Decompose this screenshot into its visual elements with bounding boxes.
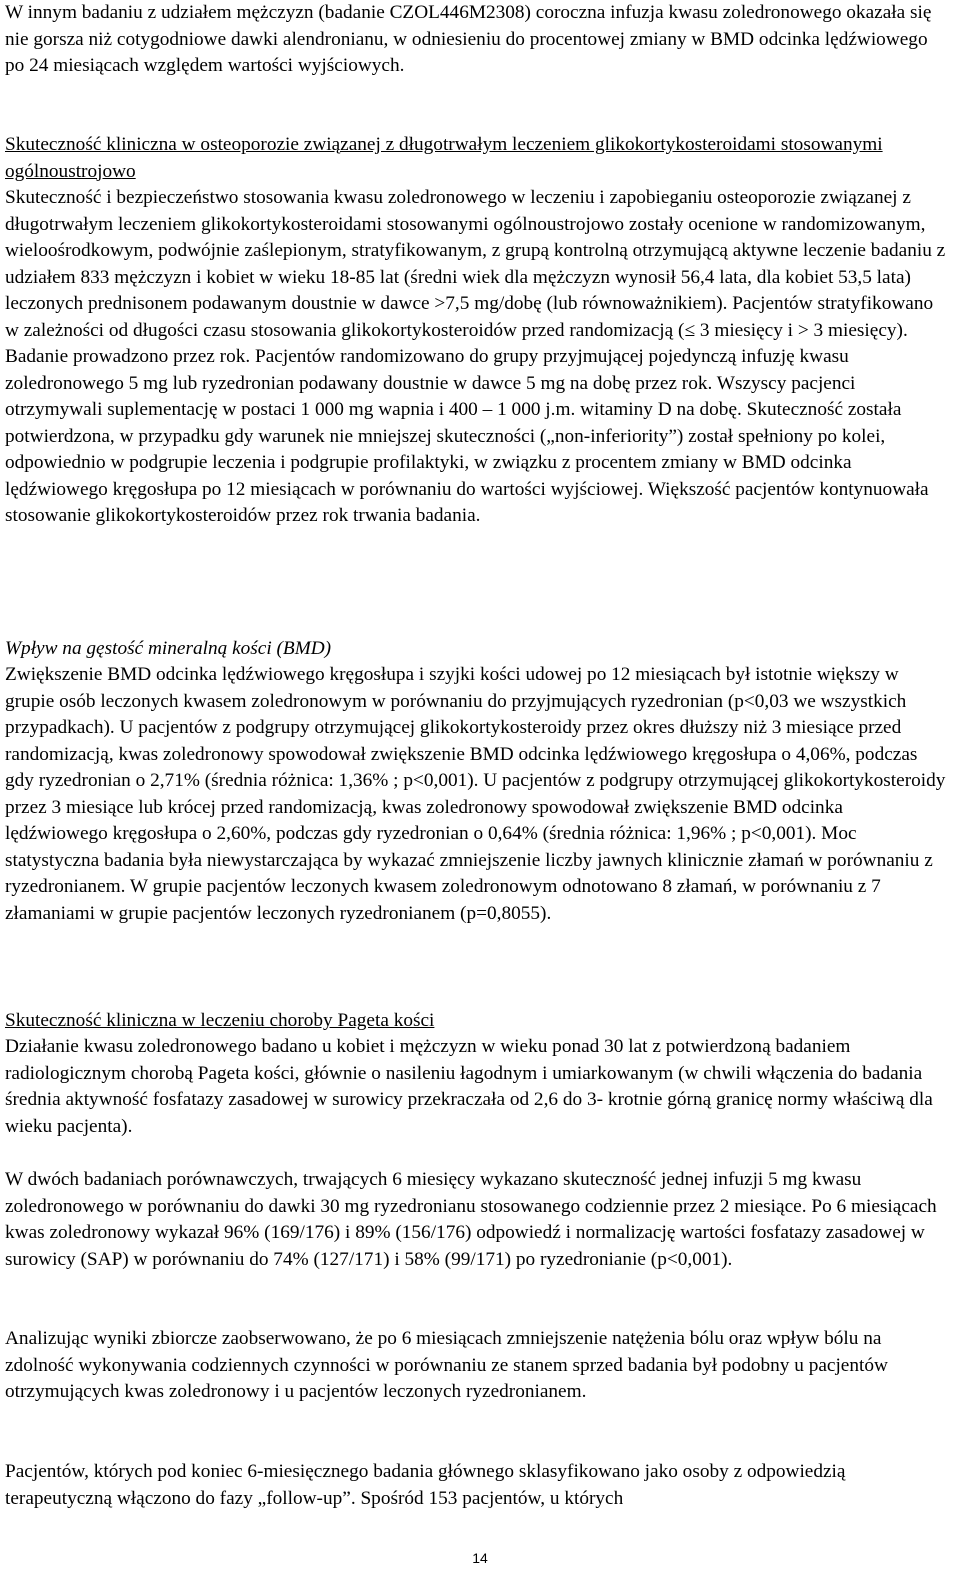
paget-section-heading: Skuteczność kliniczna w leczeniu choroby Pageta kości [5, 1010, 435, 1031]
follow-up-paragraph: Pacjentów, których pod koniec 6-miesięcznego badania głównego sklasyfikowano jako osoby z odpowiedzią terapeutyczną włączono do fazy „follow-up”. Spośród 153 pacjentów, u których [5, 1461, 846, 1509]
bmd-section-heading: Wpływ na gęstość mineralną kości (BMD) [5, 638, 332, 659]
intro-paragraph: W innym badaniu z udziałem mężczyzn (badanie CZOL446M2308) coroczna infuzja kwasu zoledronowego okazała się nie gorsza niż cotygodniowe dawki alendronianu, w odniesieniu do procentowej zmiany w BMD odcinka lędźwiowego po 24 miesiącach względem wartości wyjściowych. [5, 2, 932, 76]
bmd-section-body: Zwiększenie BMD odcinka lędźwiowego kręgosłupa i szyjki kości udowej po 12 miesiącach był istotnie większy w grupie osób leczonych kwasem zoledronowym w porównaniu do przyjmujących ryzedronian (p<0,03 we wszystkich przypadkach). U pacjentów z podgrupy otrzymującej glikokortykosteroidy przez okres dłuższy niż 3 miesiące przed randomizacją, kwas zoledronowy spowodował zwiększenie BMD odcinka lędźwiowego kręgosłupa o 4,06%, podczas gdy ryzedronian o 2,71% (średnia różnica: 1,36% ; p<0,001). U pacjentów z podgrupy otrzymującej glikokortykosteroidy przez 3 miesiące lub krócej przed randomizacją, kwas zoledronowy spowodował zwiększenie BMD odcinka lędźwiowego kręgosłupa o 2,60%, podczas gdy ryzedronian o 0,64% (średnia różnica: 1,96% ; p<0,001). Moc statystyczna badania była niewystarczająca by wykazać zmniejszenie liczby jawnych klinicznie złamań w porównaniu z ryzedronianem. W grupie pacjentów leczonych kwasem zoledronowym odnotowano 8 złamań, w porównaniu z 7 złamaniami w grupie pacjentów leczonych ryzedronianem (p=0,8055). [5, 664, 946, 924]
paget-section-body: Działanie kwasu zoledronowego badano u kobiet i mężczyzn w wieku ponad 30 lat z potwierdzoną badaniem radiologicznym chorobą Pageta kości, głównie o nasileniu łagodnym i umiarkowanym (w chwili włączenia do badania średnia aktywność fosfatazy zasadowej w surowicy przekraczała od 2,6 do 3- krotnie górną granicę normy właściwą dla wieku pacjenta). [5, 1036, 933, 1137]
gio-section-body: Skuteczność i bezpieczeństwo stosowania kwasu zoledronowego w leczeniu i zapobieganiu osteoporozie związanej z długotrwałym leczeniem glikokortykosteroidami stosowanymi ogólnoustrojowo zostały ocenione w randomizowanym, wieloośrodkowym, podwójnie zaślepionym, stratyfikowanym, z grupą kontrolną otrzymującą aktywne leczenie badaniu z udziałem 833 mężczyzn i kobiet w wieku 18-85 lat (średni wiek dla mężczyzn wynosił 56,4 lata, dla kobiet 53,5 lata) leczonych prednisonem podawanym doustnie w dawce >7,5 mg/dobę (lub równoważnikiem). Pacjentów stratyfikowano w zależności od długości czasu stosowania glikokortykosteroidów przed randomizacją (≤ 3 miesięcy i > 3 miesięcy). Badanie prowadzono przez rok. Pacjentów randomizowano do grupy przyjmującej pojedynczą infuzję kwasu zoledronowego 5 mg lub ryzedronian podawany doustnie w dawce 5 mg na dobę przez rok. Wszyscy pacjenci otrzymywali suplementację w postaci 1 000 mg wapnia i 400 – 1 000 j.m. witaminy D na dobę. Skuteczność została potwierdzona, w przypadku gdy warunek nie mniejszej skuteczności („non-inferiority”) został spełniony po kolei, odpowiednio w podgrupie leczenia i podgrupie profilaktyki, w związku z procentem zmiany w BMD odcinka lędźwiowego kręgosłupa po 12 miesiącach w porównaniu do wartości wyjściowej. Większość pacjentów kontynuowała stosowanie glikokortykosteroidów przez rok trwania badania. [5, 187, 946, 526]
comparative-studies-paragraph: W dwóch badaniach porównawczych, trwających 6 miesięcy wykazano skuteczność jednej infuzji 5 mg kwasu zoledronowego w porównaniu do dawki 30 mg ryzedronianu stosowanego codziennie przez 2 miesiące. Po 6 miesiącach kwas zoledronowy wykazał 96% (169/176) i 89% (156/176) odpowiedź i normalizację wartości fosfatazy zasadowej w surowicy (SAP) w porównaniu do 74% (127/171) i 58% (99/171) po ryzedronianie (p<0,001). [5, 1169, 937, 1270]
gio-section-heading: Skuteczność kliniczna w osteoporozie związanej z długotrwałym leczeniem glikokortykosteroidami stosowanymi ogólnoustrojowo [5, 134, 883, 182]
pain-results-paragraph: Analizując wyniki zbiorcze zaobserwowano, że po 6 miesiącach zmniejszenie natężenia bólu oraz wpływ bólu na zdolność wykonywania codziennych czynności w porównaniu ze stanem sprzed badania był podobny u pacjentów otrzymujących kwas zoledronowy i u pacjentów leczonych ryzedronianem. [5, 1328, 888, 1402]
page-number: 14 [472, 1550, 488, 1566]
